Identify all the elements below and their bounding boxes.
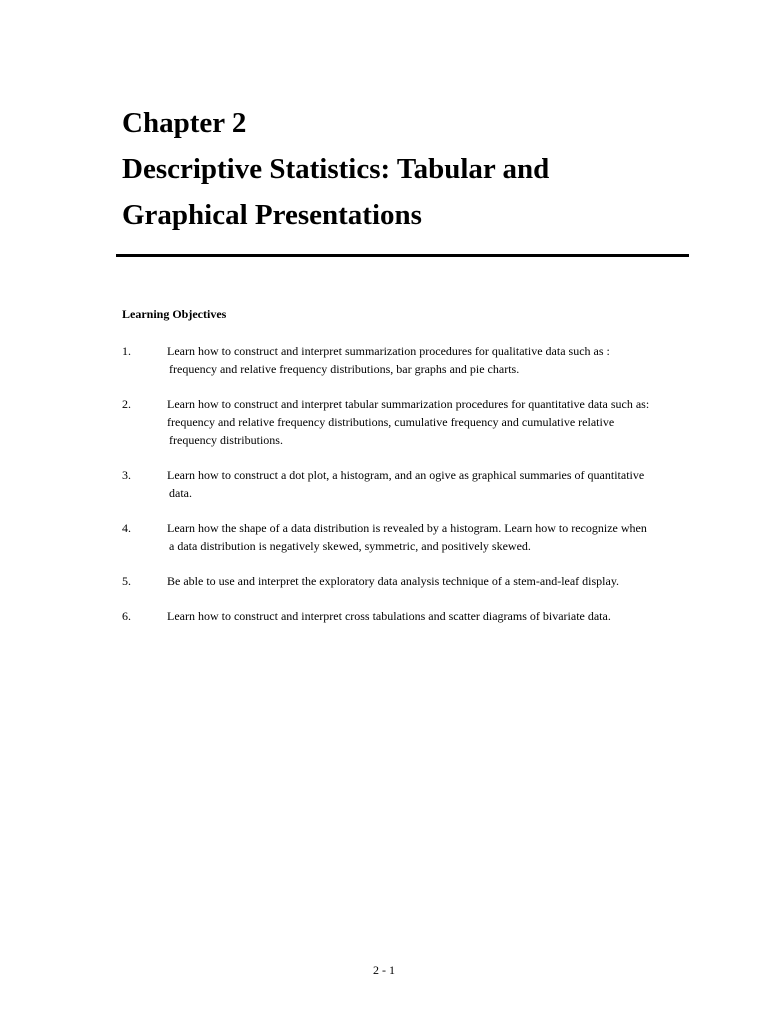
objective-line: Learn how to construct a dot plot, a histogram, and an ogive as graphical summaries of quantitative	[167, 468, 645, 482]
objective-number: 4.	[122, 521, 131, 535]
objective-number: 5.	[122, 574, 131, 588]
objective-text	[167, 519, 712, 555]
objective-line: a data distribution is negatively skewed, symmetric, and positively skewed.	[169, 539, 531, 553]
objective-text	[167, 395, 712, 449]
objective-line: frequency distributions.	[169, 433, 283, 447]
objective-item	[122, 607, 712, 625]
objective-line: Learn how to construct and interpret summarization procedures for qualitative data such as :	[167, 344, 610, 358]
objective-line: Be able to use and interpret the exploratory data analysis technique of a stem-and-leaf display.	[167, 574, 620, 588]
chapter-number: Chapter 2	[122, 107, 247, 139]
learning-objectives-list	[122, 342, 712, 642]
objective-line: Learn how to construct and interpret tabular summarization procedures for quantitative data such as:	[167, 397, 650, 411]
chapter-title-block	[122, 100, 702, 238]
page-number: 2 - 1	[373, 963, 395, 977]
objective-item	[122, 395, 712, 449]
objective-text	[167, 466, 712, 502]
chapter-title-line-1: Descriptive Statistics: Tabular and	[122, 153, 550, 185]
learning-objectives-heading: Learning Objectives	[122, 307, 227, 321]
objective-text	[167, 572, 712, 590]
objective-item	[122, 466, 712, 502]
objective-number: 6.	[122, 609, 131, 623]
objective-line: frequency and relative frequency distributions, cumulative frequency and cumulative relative	[167, 415, 615, 429]
chapter-title-line-2: Graphical Presentations	[122, 199, 422, 231]
objective-line: data.	[169, 486, 192, 500]
objective-text	[167, 607, 712, 625]
objective-number: 1.	[122, 344, 131, 358]
objective-item	[122, 342, 712, 378]
objective-item	[122, 519, 712, 555]
objective-line: frequency and relative frequency distributions, bar graphs and pie charts.	[169, 362, 520, 376]
objective-line: Learn how to construct and interpret cross tabulations and scatter diagrams of bivariate data.	[167, 609, 611, 623]
objective-number: 3.	[122, 468, 131, 482]
title-divider	[116, 254, 689, 257]
objective-number: 2.	[122, 397, 131, 411]
objective-line: Learn how the shape of a data distribution is revealed by a histogram. Learn how to recognize when	[167, 521, 647, 535]
objective-text	[167, 342, 712, 378]
objective-item	[122, 572, 712, 590]
